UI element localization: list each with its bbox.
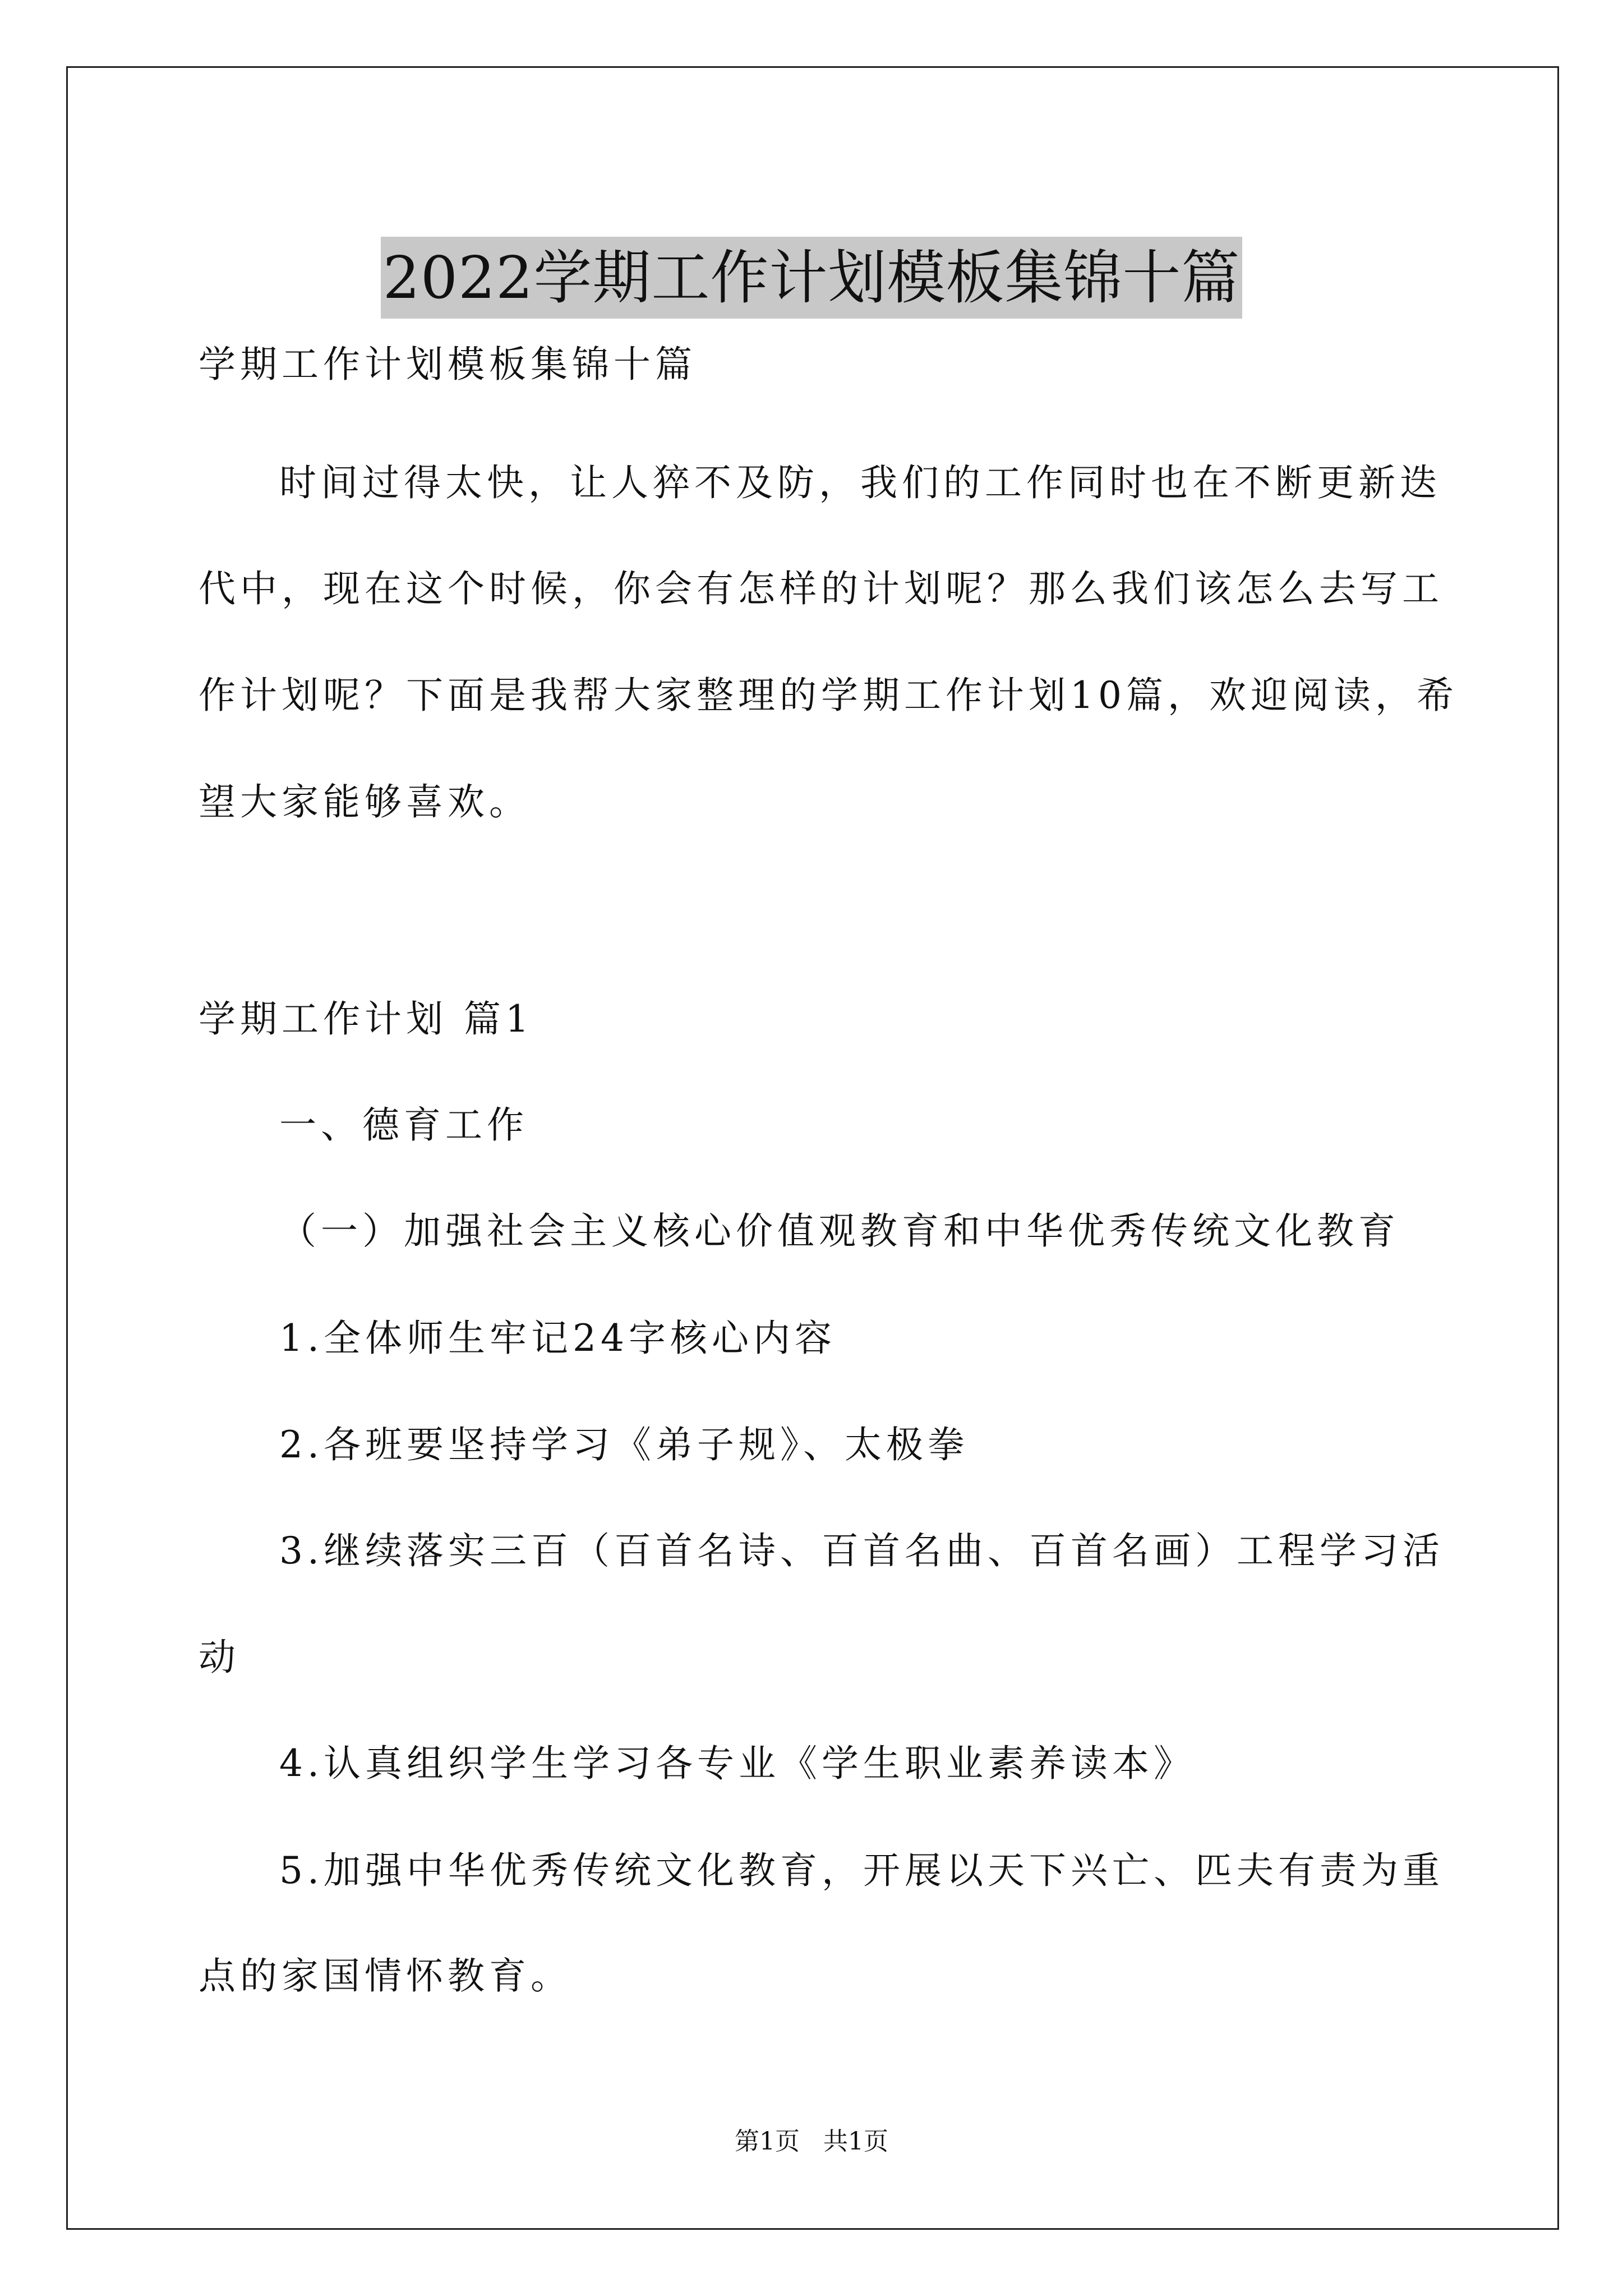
paragraph-line: 3.继续落实三百（百首名诗、百首名曲、百首名画）工程学习活 — [279, 1529, 1444, 1572]
paragraph-line: 一、德育工作 — [279, 1103, 528, 1147]
paragraph-line: 4.认真组织学生学习各专业《学生职业素养读本》 — [279, 1742, 1195, 1785]
document-title: 2022学期工作计划模板集锦十篇 — [381, 237, 1243, 319]
paragraph-line: 5.加强中华优秀传统文化教育，开展以天下兴亡、匹夫有责为重 — [279, 1849, 1444, 1892]
paragraph-line: 代中，现在这个时候，你会有怎样的计划呢？那么我们该怎么去写工 — [199, 567, 1444, 610]
paragraph-line: （一）加强社会主义核心价值观教育和中华优秀传统文化教育 — [279, 1209, 1400, 1253]
paragraph-line: 作计划呢？下面是我帮大家整理的学期工作计划10篇，欢迎阅读，希 — [199, 674, 1458, 717]
subtitle-line: 学期工作计划模板集锦十篇 — [199, 343, 697, 386]
title-container — [0, 197, 1623, 357]
paragraph-line: 时间过得太快，让人猝不及防，我们的工作同时也在不断更新迭 — [279, 461, 1441, 504]
section-heading: 学期工作计划 篇1 — [199, 997, 533, 1041]
paragraph-line: 1.全体师生牢记24字核心内容 — [279, 1317, 836, 1360]
paragraph-line: 点的家国情怀教育。 — [199, 1954, 572, 1998]
paragraph-line: 望大家能够喜欢。 — [199, 780, 531, 823]
page-footer: 第1页 共1页 — [735, 2127, 888, 2156]
paragraph-line: 2.各班要坚持学习《弟子规》、太极拳 — [279, 1423, 969, 1466]
paragraph-line: 动 — [199, 1636, 240, 1679]
